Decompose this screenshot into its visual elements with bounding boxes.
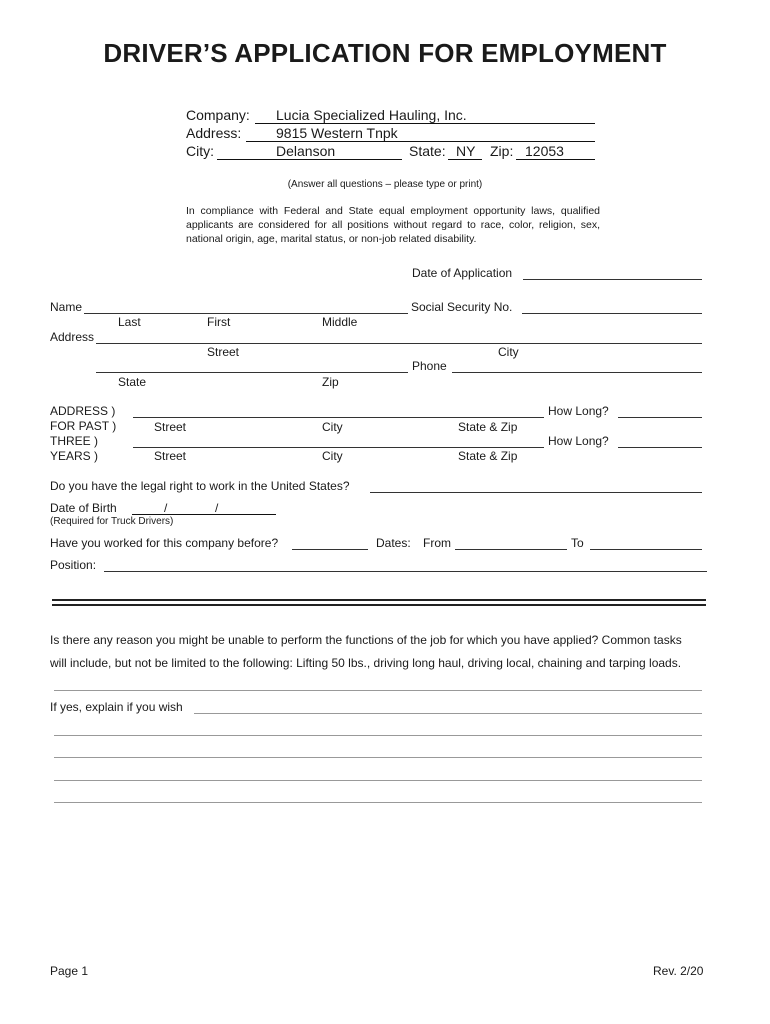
reason-question-line-1: Is there any reason you might be unable to perform the functions of the job for which you have applied? Common tasks xyxy=(50,633,682,647)
position-field[interactable] xyxy=(104,571,707,572)
how-long-label-2: How Long? xyxy=(548,434,609,448)
name-label: Name xyxy=(50,300,83,314)
reason-answer-line[interactable] xyxy=(54,690,702,691)
past-address-label-3: THREE ) xyxy=(50,434,98,448)
address-state-zip-field[interactable] xyxy=(96,372,408,373)
from-label: From xyxy=(423,536,451,550)
past-address-label-1: ADDRESS ) xyxy=(50,404,116,418)
past-state-zip-caption-1: State & Zip xyxy=(458,420,518,434)
state-value: NY xyxy=(456,143,476,159)
name-field[interactable] xyxy=(84,313,408,314)
address-city-caption: City xyxy=(498,345,519,359)
dob-label: Date of Birth xyxy=(50,501,117,515)
name-last-caption: Last xyxy=(118,315,141,329)
past-state-zip-caption-2: State & Zip xyxy=(458,449,518,463)
legal-right-question: Do you have the legal right to work in the United States? xyxy=(50,479,350,493)
past-street-caption-1: Street xyxy=(154,420,187,434)
address-value: 9815 Western Tnpk xyxy=(276,125,398,141)
phone-label: Phone xyxy=(412,359,447,373)
to-label: To xyxy=(571,536,584,550)
address-street-caption: Street xyxy=(207,345,240,359)
past-city-caption-1: City xyxy=(322,420,343,434)
zip-label: Zip: xyxy=(490,143,514,159)
instructions: (Answer all questions – please type or print) xyxy=(287,179,483,190)
address-field[interactable] xyxy=(96,343,702,344)
past-address-label-4: YEARS ) xyxy=(50,449,99,463)
explain-line-5[interactable] xyxy=(54,802,702,803)
explain-line-2[interactable] xyxy=(54,735,702,736)
past-address-label-2: FOR PAST ) xyxy=(50,419,117,433)
ssn-label: Social Security No. xyxy=(411,300,513,314)
worked-before-question: Have you worked for this company before? xyxy=(50,536,279,550)
state-label: State: xyxy=(409,143,446,159)
address-label: Address xyxy=(50,330,95,344)
name-first-caption: First xyxy=(207,315,231,329)
explain-label: If yes, explain if you wish xyxy=(50,700,183,714)
how-long-field-2[interactable] xyxy=(618,447,702,448)
explain-line-3[interactable] xyxy=(54,757,702,758)
dates-label: Dates: xyxy=(376,536,411,550)
dob-field[interactable] xyxy=(132,514,276,515)
date-of-application-field[interactable] xyxy=(523,279,702,280)
compliance-statement: In compliance with Federal and State equal employment opportunity laws, qualified applicants are considered for all positions without regard to race, color, religion, sex, national origin, age, marital status, or non-job related disability. xyxy=(186,205,600,245)
name-middle-caption: Middle xyxy=(322,315,358,329)
revision: Rev. 2/20 xyxy=(653,964,704,978)
company-label: Company: xyxy=(186,107,250,123)
city-value: Delanson xyxy=(276,143,336,159)
past-street-caption-2: Street xyxy=(154,449,187,463)
explain-line-4[interactable] xyxy=(54,780,702,781)
phone-field[interactable] xyxy=(452,372,702,373)
past-address-1-field[interactable] xyxy=(133,417,544,418)
section-divider xyxy=(52,599,706,606)
dob-note: (Required for Truck Drivers) xyxy=(50,516,174,527)
explain-field[interactable] xyxy=(194,713,702,714)
from-field[interactable] xyxy=(455,549,567,550)
legal-right-field[interactable] xyxy=(370,492,702,493)
worked-before-field[interactable] xyxy=(292,549,368,550)
address-zip-caption: Zip xyxy=(322,375,339,389)
past-city-caption-2: City xyxy=(322,449,343,463)
dob-separator-1: / xyxy=(164,501,168,515)
reason-question-line-2: will include, but not be limited to the following: Lifting 50 lbs., driving long haul, driving local, chaining and tarping loads. xyxy=(50,656,682,670)
date-of-application-label: Date of Application xyxy=(412,266,513,280)
address-state-caption: State xyxy=(118,375,147,389)
page-number: Page 1 xyxy=(50,964,89,978)
address-label: Address: xyxy=(186,125,242,141)
to-field[interactable] xyxy=(590,549,702,550)
page-title: DRIVER’S APPLICATION FOR EMPLOYMENT xyxy=(103,38,667,68)
past-address-2-field[interactable] xyxy=(133,447,544,448)
city-label: City: xyxy=(186,143,214,159)
dob-separator-2: / xyxy=(215,501,219,515)
how-long-label-1: How Long? xyxy=(548,404,609,418)
how-long-field-1[interactable] xyxy=(618,417,702,418)
position-label: Position: xyxy=(50,558,97,572)
ssn-field[interactable] xyxy=(522,313,702,314)
zip-value: 12053 xyxy=(525,143,564,159)
company-value: Lucia Specialized Hauling, Inc. xyxy=(276,107,467,123)
